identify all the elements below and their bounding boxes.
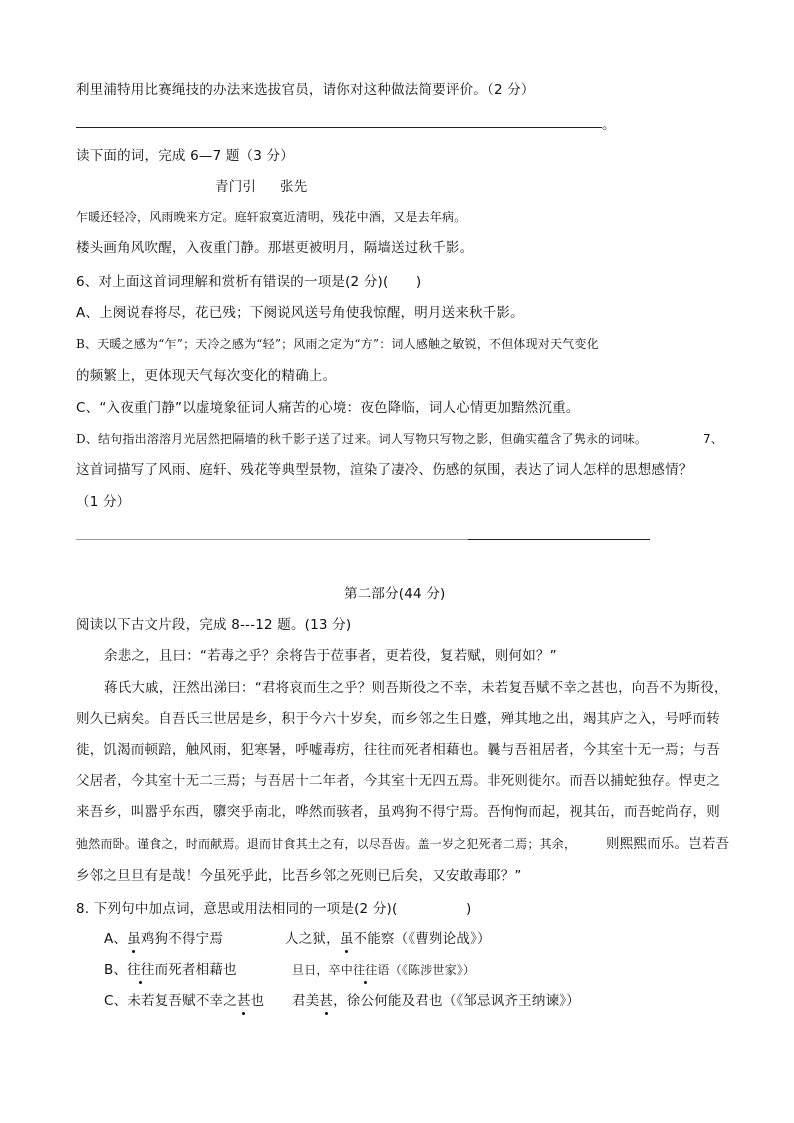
q5-prompt: 利里浦特用比赛绳技的办法来选拔官员，请你对这种做法简要评价。（2 分）	[76, 82, 535, 98]
q8-b-prefix: B、	[104, 962, 128, 978]
passage-para-2-line-7: 乡邻之旦旦有是哉！今虽死乎此，比吾乡邻之死则已后矣，又安敢毒耶？”	[76, 868, 522, 884]
q6-option-b-line-2: 的频繁上，更体现天气每次变化的精确上。	[76, 368, 337, 384]
poem-author: 张先	[280, 179, 308, 195]
q8-a-suffix: 鸡狗不得宁焉	[140, 931, 224, 947]
passage-para-2-line-6b: 则熙熙而乐。岂若吾	[606, 836, 730, 852]
q7-number: 7、	[703, 432, 724, 446]
q7-score: （1 分）	[76, 494, 131, 510]
passage-para-1: 余悲之，且曰：“若毒之乎？余将告于莅事者，更若役，复若赋，则何如？”	[104, 648, 557, 664]
passage-para-2-line-4: 父居者，今其室十无二三焉；与吾居十二年者，今其室十无四五焉。非死则徙尔。而吾以捕蛇独存。悍吏之	[76, 773, 720, 789]
q8-c-prefix: C、未若复吾赋不幸之	[104, 993, 237, 1009]
q6-option-c: C、“入夜重门静”以虚境象征词人痛苦的心境：夜色降临，词人心情更加黯然沉重。	[76, 400, 580, 416]
q6-option-a: A、上阕说春将尽，花已残；下阕说风送号角使我惊醒，明月送来秋千影。	[76, 305, 524, 321]
q8-a-comp-dotted-word: 虽	[339, 931, 354, 947]
poem-line-2: 楼头画角风吹醒，入夜重门静。那堪更被明月，隔墙送过秋千影。	[76, 240, 474, 256]
q6-option-d: D、结句指出溶溶月光居然把隔墙的秋千影子送了过来。词人写物只写物之影，但确实蕴含了隽永的词味。	[76, 432, 648, 446]
passage-para-2-line-5: 来吾乡，叫嚣乎东西，隳突乎南北，哗然而骇者，虽鸡狗不得宁焉。吾恂恂而起，视其缶，而吾蛇尚存，则	[76, 804, 720, 820]
q8-option-c	[104, 991, 264, 1011]
q8-c-suffix: 也	[250, 993, 265, 1009]
passage-para-2-line-1: 蒋氏大戚，汪然出涕曰：“君将哀而生之乎？则吾斯役之不幸，未若复吾赋不幸之甚也，向吾不为斯役，	[104, 680, 728, 696]
q7-answer-line	[468, 539, 650, 540]
q8-c-comp-prefix: 君美	[292, 993, 320, 1009]
q8-a-comp-suffix: 不能察（《曹刿论战》）	[353, 931, 491, 947]
q5-end-mark: 。	[602, 117, 616, 133]
q7-answer-line-light	[76, 539, 468, 540]
q8-b-comp-suffix: 语（《陈涉世家》）	[377, 963, 476, 977]
q8-a-comp-prefix: 人之狱，	[285, 931, 340, 947]
q8-stem: 8. 下列句中加点词，意思或用法相同的一项是(2 分)( )	[76, 901, 472, 917]
q5-answer-line	[76, 127, 602, 128]
poem-instruction: 读下面的词，完成 6—7 题（3 分）	[76, 148, 294, 164]
q8-b-suffix: 而死者相藉也	[154, 962, 237, 978]
passage-para-2-line-2: 则久已病矣。自吾氏三世居是乡，积于今六十岁矣，而乡邻之生日蹙，殚其地之出，竭其庐之入，号呼而转	[76, 711, 720, 727]
passage-para-2-line-6a: 弛然而卧。谨食之，时而献焉。退而甘食其土之有，以尽吾齿。盖一岁之犯死者二焉；其余，	[76, 837, 577, 851]
part2-heading: 第二部分(44 分)	[344, 586, 446, 602]
q8-b-dotted-word: 往往	[127, 962, 155, 978]
q6-option-b-line-1: B、天暖之感为“乍”；天冷之感为“轻”；风雨之定为“方”：词人感触之敏锐，不但体现对天气变化	[76, 337, 599, 351]
q8-a-dotted-word: 虽	[127, 931, 141, 947]
q8-option-c-comparison	[292, 991, 580, 1011]
part2-instruction: 阅读以下古文片段，完成 8---12 题。(13 分)	[76, 617, 352, 633]
q8-c-dotted-word: 甚	[236, 993, 251, 1009]
q8-option-a	[104, 929, 223, 949]
q8-c-comp-suffix: ，徐公何能及君也（《邹忌讽齐王纳谏》）	[333, 993, 580, 1009]
q8-option-b-comparison	[292, 960, 475, 980]
poem-line-1: 乍暖还轻冷，风雨晚来方定。庭轩寂寞近清明，残花中酒，又是去年病。	[76, 210, 467, 224]
poem-title: 青门引	[215, 179, 257, 195]
q8-b-comp-prefix: 旦日，卒中	[292, 963, 354, 977]
q8-b-comp-dotted-word: 往往	[353, 960, 377, 980]
q6-stem: 6、对上面这首词理解和赏析有错误的一项是(2 分)( )	[76, 274, 422, 290]
q7-stem: 这首词描写了风雨、庭轩、残花等典型景物，渲染了凄冷、伤感的氛围，表达了词人怎样的思想感情？	[76, 462, 693, 478]
q8-option-a-comparison	[285, 929, 491, 949]
passage-para-2-line-3: 徙，饥渴而顿踣，触风雨，犯寒暑，呼嘘毒疠，往往而死者相藉也。曩与吾祖居者，今其室十无一焉；与吾	[76, 742, 720, 758]
q8-option-b	[104, 960, 237, 980]
q8-c-comp-dotted-word: 甚	[319, 993, 334, 1009]
q8-a-prefix: A、	[104, 931, 128, 947]
